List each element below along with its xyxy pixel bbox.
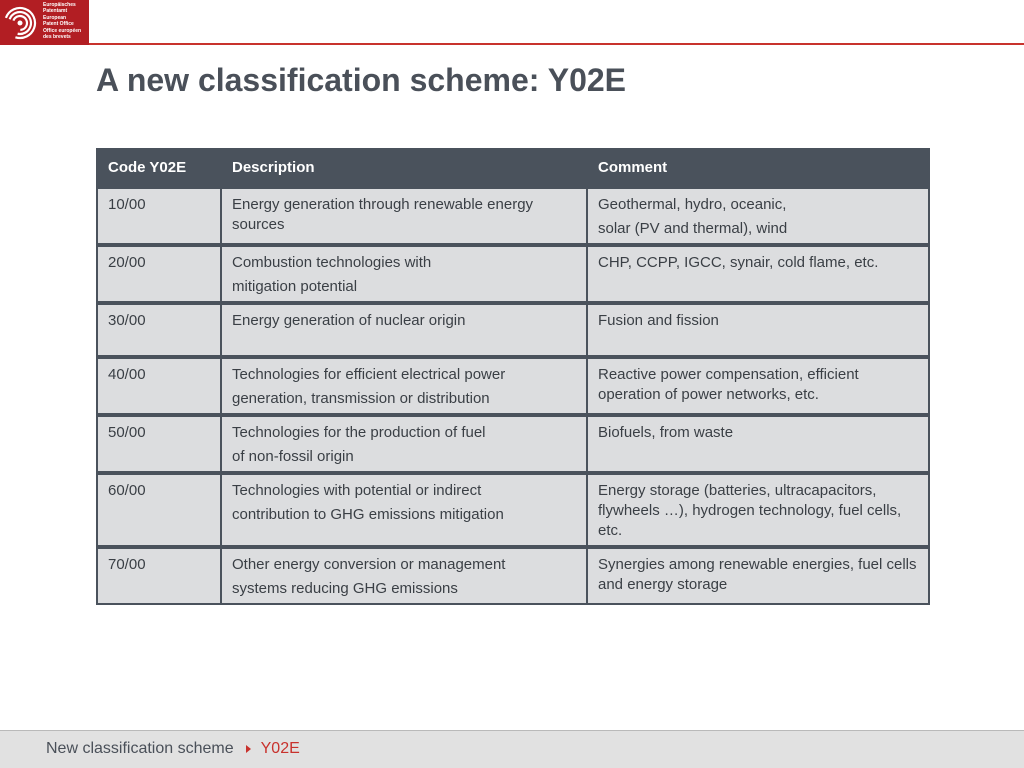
description-line: of non-fossil origin [232,448,354,465]
cell-code: 30/00 [98,301,220,355]
column-header-description: Description [220,150,586,185]
table-row [98,545,928,603]
cell-code: 40/00 [98,355,220,413]
caret-right-icon [246,745,251,753]
cell-description [220,185,586,243]
breadcrumb-current: Y02E [260,740,300,757]
description-line: mitigation potential [232,278,358,295]
cell-description [220,243,586,301]
description-line: Technologies for the production of fuel [232,424,486,441]
description-line: contribution to GHG emissions mitigation [232,506,504,523]
cell-code: 70/00 [98,545,220,603]
cell-code: 20/00 [98,243,220,301]
description-line: systems reducing GHG emissions [232,580,458,597]
cell-description [220,471,586,545]
logo-line: des brevets [43,33,71,40]
table-row [98,185,928,243]
cell-description [220,413,586,471]
table-row [98,413,928,471]
epo-logo-icon [0,0,40,45]
description-line: Other energy conversion or management [232,556,506,573]
footer-bar [0,730,1024,768]
cell-description [220,545,586,603]
logo-line: Europäisches [43,2,76,8]
classification-table [96,148,930,605]
table-row [98,243,928,301]
description-line: Technologies with potential or indirect [232,482,482,499]
cell-comment [586,185,928,243]
breadcrumb [46,740,300,758]
column-header-code: Code Y02E [98,150,220,185]
breadcrumb-item[interactable]: New classification scheme [46,740,234,757]
table-row [98,355,928,413]
cell-comment [586,243,928,301]
table-row [98,301,928,355]
epo-logo [0,0,89,45]
comment-line: solar (PV and thermal), wind [598,220,788,237]
cell-comment [586,301,928,355]
description-line: Energy generation of nuclear origin [232,312,466,329]
description-line: Energy generation through renewable energy sources [232,196,534,233]
table-header-row [98,150,928,185]
cell-code: 50/00 [98,413,220,471]
cell-comment [586,471,928,545]
slide-title: A new classification scheme: Y02E [96,62,627,98]
cell-description [220,355,586,413]
comment-line: Synergies among renewable energies, fuel cells and energy storage [598,556,917,593]
comment-line: Energy storage (batteries, ultracapacitors, flywheels …), hydrogen technology, fuel cells, etc. [598,482,902,539]
cell-comment [586,355,928,413]
description-line: Combustion technologies with [232,254,432,271]
comment-line: Geothermal, hydro, oceanic, [598,196,787,213]
cell-code: 10/00 [98,185,220,243]
comment-line: Biofuels, from waste [598,424,734,441]
epo-logo-text [40,0,89,45]
cell-comment [586,413,928,471]
table-row [98,471,928,545]
header-divider [89,43,1024,45]
description-line: generation, transmission or distribution [232,390,490,407]
logo-line: Patent Office [43,20,74,27]
comment-line: CHP, CCPP, IGCC, synair, cold flame, etc. [598,254,879,271]
comment-line: Reactive power compensation, efficient operation of power networks, etc. [598,366,859,403]
logo-line: Patentamt [43,7,68,14]
cell-code: 60/00 [98,471,220,545]
cell-comment [586,545,928,603]
logo-line: Office européen [43,28,82,35]
logo-line: European [43,15,67,22]
column-header-comment: Comment [586,150,928,185]
description-line: Technologies for efficient electrical power [232,366,506,383]
cell-description [220,301,586,355]
comment-line: Fusion and fission [598,312,719,329]
